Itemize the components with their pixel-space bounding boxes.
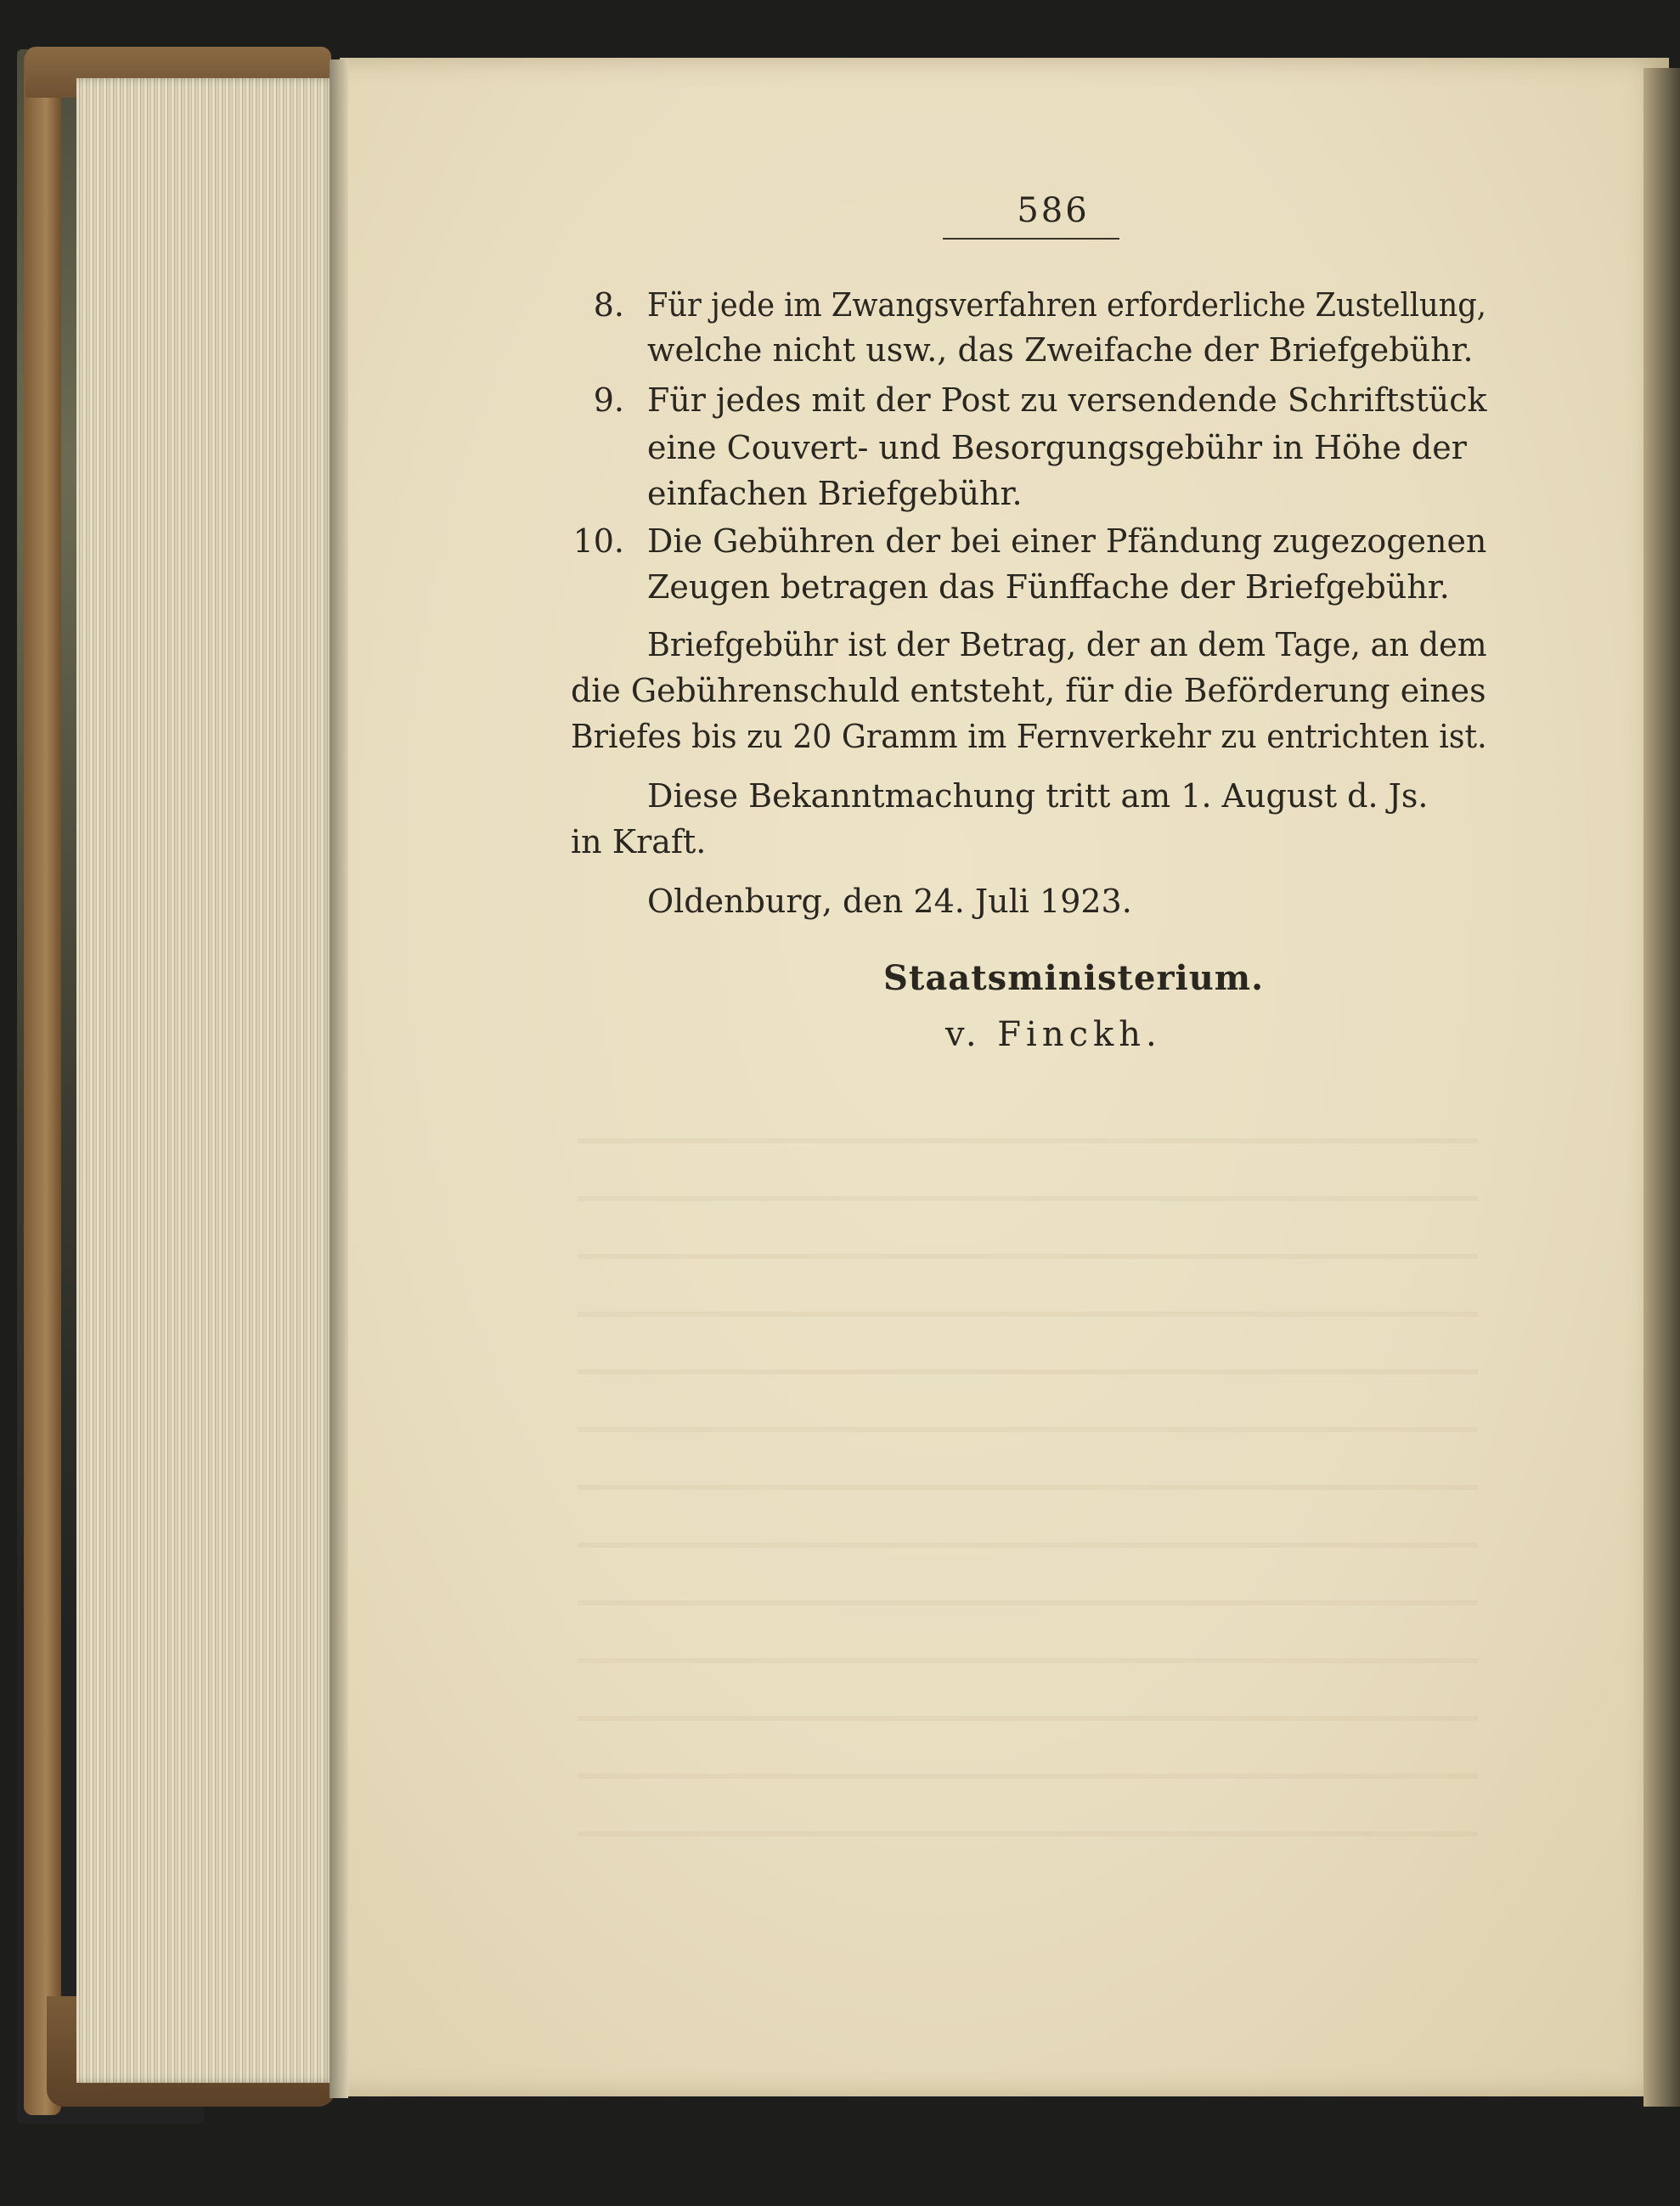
item-line: Die Gebühren der bei einer Pfändung zugezogenen <box>647 522 1487 560</box>
paragraph-line: in Kraft. <box>571 823 707 860</box>
item-line: eine Couvert- und Besorgungsgebühr in Höhe der <box>647 429 1467 466</box>
bleed-through-text <box>578 1104 1478 1869</box>
leather-spine-edge <box>24 51 61 2115</box>
item-line: Für jede im Zwangsverfahren erforderliche Zustellung, <box>647 286 1486 324</box>
item-line: Zeugen betragen das Fünffache der Briefgebühr. <box>647 568 1450 606</box>
page-number-rule <box>943 238 1119 240</box>
paragraph-line: Diese Bekanntmachung tritt am 1. August d. Js. <box>647 777 1429 815</box>
paragraph-line: Briefes bis zu 20 Gramm im Fernverkehr zu entrichten ist. <box>571 718 1487 755</box>
signature-title: Staatsministerium. <box>883 958 1265 998</box>
item-line: welche nicht usw., das Zweifache der Briefgebühr. <box>647 331 1474 369</box>
page-gutter <box>330 59 348 2098</box>
paragraph-line: Briefgebühr ist der Betrag, der an dem Tage, an dem <box>647 626 1487 663</box>
page-edges-stack <box>76 78 335 2083</box>
signature-name: v. Finckh. <box>945 1015 1162 1054</box>
paragraph-line: die Gebührenschuld entsteht, für die Beförderung eines <box>571 672 1486 709</box>
item-number: 8. <box>593 286 624 324</box>
item-number: 10. <box>572 522 624 560</box>
page-right-shadow <box>1643 68 1680 2107</box>
place-date: Oldenburg, den 24. Juli 1923. <box>647 883 1132 920</box>
page-number: 586 <box>1017 191 1090 230</box>
item-number: 9. <box>593 381 624 419</box>
item-line: einfachen Briefgebühr. <box>647 475 1023 512</box>
item-line: Für jedes mit der Post zu versendende Schriftstück <box>647 381 1487 419</box>
